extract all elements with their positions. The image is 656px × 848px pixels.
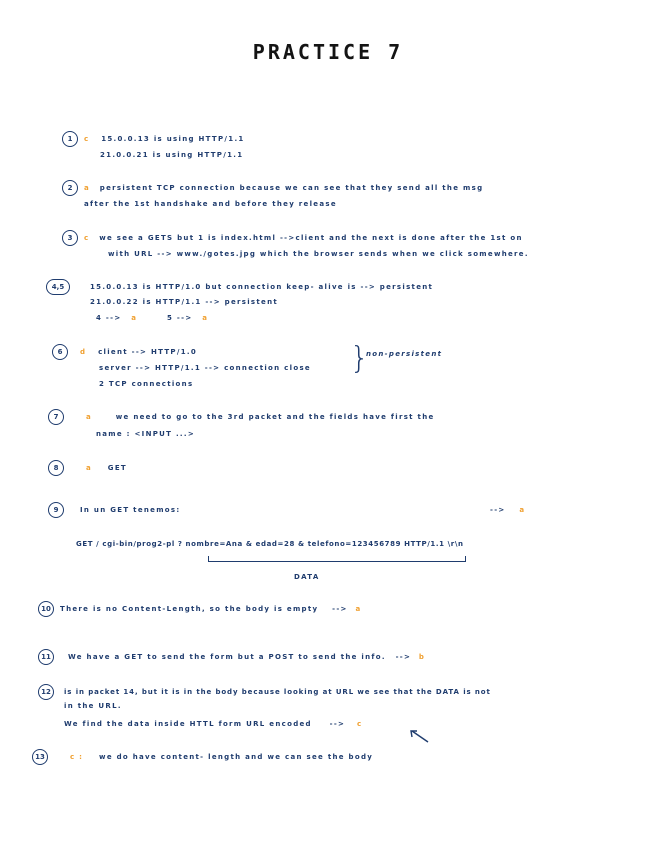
q9-data-label: DATA — [294, 573, 320, 581]
question-number-2: 2 — [62, 180, 78, 196]
q12-answer: c — [356, 720, 363, 728]
q2-line-2: after the 1st handshake and before they release — [84, 200, 337, 208]
q7-text-1: we need to go to the 3rd packet and the fields have first the — [115, 413, 435, 421]
q45-line-3 — [96, 314, 208, 322]
q12-pointer-arrow-icon — [408, 728, 430, 744]
q13-answer: c : — [70, 753, 84, 761]
data-underline-brace — [208, 556, 466, 562]
q6-line-2: server --> HTTP/1.1 --> connection close — [99, 364, 311, 372]
q10-arrow: --> — [332, 605, 348, 613]
q8-text-1: GET — [107, 464, 127, 472]
question-number-11: 11 — [38, 649, 54, 665]
q12-line-2: in the URL. — [64, 702, 122, 710]
q11-answer: b — [418, 653, 426, 661]
q1-answer: c — [84, 135, 90, 143]
page-title: PRACTICE 7 — [252, 40, 404, 64]
question-number-4-5: 4,5 — [46, 279, 70, 295]
q9-line-1: In un GET tenemos: — [80, 506, 181, 514]
q1-line-1 — [84, 135, 245, 143]
q9-arrow: --> — [490, 506, 506, 514]
q9-answer: a — [519, 506, 526, 514]
q10-line-1 — [60, 605, 362, 613]
q2-text-1: persistent TCP connection because we can see that they send all the msg — [99, 184, 484, 192]
q11-line-1 — [68, 653, 425, 661]
q9-arrow-answer — [490, 506, 525, 514]
q6-line-3: 2 TCP connections — [99, 380, 194, 388]
question-number-1: 1 — [62, 131, 78, 147]
q10-answer: a — [355, 605, 362, 613]
q2-line-1 — [84, 184, 483, 192]
q12-line-1: is in packet 14, but it is in the body because looking at URL we see that the DATA is not — [64, 688, 491, 696]
q1-line-2: 21.0.0.21 is using HTTP/1.1 — [100, 151, 244, 159]
q10-text-1: There is no Content-Length, so the body is empty — [60, 605, 319, 613]
question-number-7: 7 — [48, 409, 64, 425]
q4-answer: a — [131, 314, 138, 322]
question-number-8: 8 — [48, 460, 64, 476]
q6-answer: d — [80, 348, 87, 356]
question-number-13: 13 — [32, 749, 48, 765]
q3-answer: c — [84, 234, 90, 242]
q6-line-1 — [80, 348, 197, 356]
q3-line-1 — [84, 234, 523, 242]
q12-line-3 — [64, 720, 362, 728]
question-number-6: 6 — [52, 344, 68, 360]
q6-side-note: non-persistent — [366, 350, 443, 358]
question-number-10: 10 — [38, 601, 54, 617]
q45-line-2: 21.0.0.22 is HTTP/1.1 --> persistent — [90, 298, 279, 306]
q8-answer: a — [86, 464, 93, 472]
curly-brace: } — [350, 341, 370, 376]
q9-get-request: GET / cgi-bin/prog2-pl ? nombre=Ana & edad=28 & telefono=123456789 HTTP/1.1 \r\n — [76, 540, 464, 548]
question-number-12: 12 — [38, 684, 54, 700]
q4-label: 4 --> — [96, 314, 122, 322]
question-number-9: 9 — [48, 502, 64, 518]
q13-line-1 — [70, 753, 373, 761]
q12-text-3: We find the data inside HTTL form URL encoded — [64, 720, 312, 728]
q8-line-1 — [86, 464, 127, 472]
question-number-3: 3 — [62, 230, 78, 246]
q7-line-2: name : <INPUT ...> — [96, 430, 196, 438]
q13-text-1: we do have content- length and we can see the body — [99, 753, 374, 761]
q5-label: 5 --> — [167, 314, 193, 322]
q2-answer: a — [84, 184, 91, 192]
q45-line-1: 15.0.0.13 is HTTP/1.0 but connection keep- alive is --> persistent — [90, 283, 434, 291]
q7-line-1 — [86, 413, 435, 421]
q6-text-1: client --> HTTP/1.0 — [98, 348, 197, 356]
q7-answer: a — [86, 413, 93, 421]
q11-arrow: --> — [395, 653, 412, 661]
q11-text-1: We have a GET to send the form but a POST to send the info. — [68, 653, 386, 661]
q3-text-1: we see a GETS but 1 is index.html -->client and the next is done after the 1st on — [99, 234, 523, 242]
q3-line-2: with URL --> www./gotes.jpg which the browser sends when we click somewhere. — [108, 250, 529, 258]
q12-arrow: --> — [329, 720, 346, 728]
q5-answer: a — [202, 314, 209, 322]
q1-text-1: 15.0.0.13 is using HTTP/1.1 — [101, 135, 245, 143]
